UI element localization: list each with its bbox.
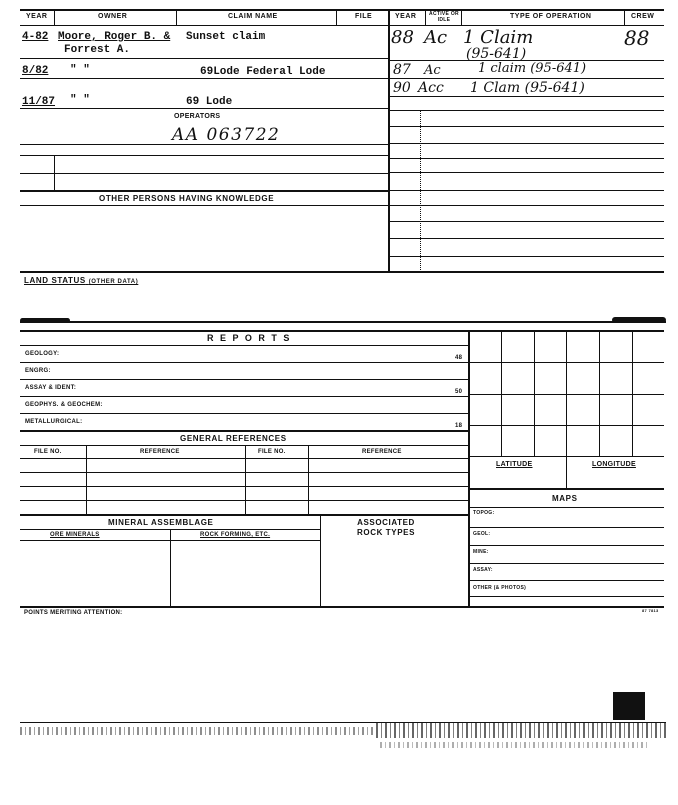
row-line [468, 527, 664, 528]
divider [86, 445, 87, 514]
owner-row-owner: " " [70, 64, 90, 76]
row-line [20, 486, 468, 487]
row-line [20, 173, 388, 174]
report-num: 50 [455, 389, 463, 395]
divider [176, 9, 177, 25]
maps-topog: TOPOG: [473, 510, 495, 516]
section-bottom-line [20, 271, 664, 273]
owner-row-owner: Forrest A. [64, 44, 131, 56]
row-line [20, 345, 468, 346]
row-line [468, 394, 664, 395]
divider [336, 9, 337, 25]
rock-forming-label: ROCK FORMING, ETC. [200, 532, 271, 538]
divider [501, 330, 502, 456]
divider [566, 330, 567, 488]
ref-col-file-no: FILE NO. [34, 449, 62, 455]
divider [420, 110, 421, 270]
divider [632, 330, 633, 456]
owner-row-owner: Moore, Roger B. & [58, 31, 171, 43]
longitude-label: LONGITUDE [592, 461, 636, 468]
maps-title: MAPS [552, 494, 578, 503]
divider [245, 445, 246, 514]
divider [54, 9, 55, 25]
report-geology: GEOLOGY: [25, 351, 60, 357]
divider [425, 9, 426, 25]
row-line [388, 205, 664, 206]
row-line [388, 110, 664, 111]
activity-operation: 1 Clam (95-641) [470, 80, 585, 96]
header-claim-name: CLAIM NAME [228, 13, 278, 20]
report-metallurgical: METALLURGICAL: [25, 419, 83, 425]
row-line [388, 172, 664, 173]
row-line [388, 238, 664, 239]
row-line [388, 221, 664, 222]
points-meriting-attention: POINTS MERITING ATTENTION: [24, 610, 123, 616]
ref-col-reference: REFERENCE [140, 449, 180, 455]
mineral-assemblage-title: MINERAL ASSEMBLAGE [108, 518, 214, 527]
scan-artifact [380, 742, 650, 748]
row-line [468, 580, 664, 581]
row-line [468, 488, 664, 490]
row-line [388, 158, 664, 159]
row-line [20, 379, 468, 380]
row-line [468, 563, 664, 564]
row-line [20, 190, 388, 192]
section-bottom-line [20, 606, 664, 608]
divider [599, 330, 600, 456]
row-line [20, 458, 468, 459]
owner-row-year: 8/82 [22, 65, 49, 77]
divider [468, 330, 470, 606]
divider [308, 445, 309, 514]
row-line [20, 205, 388, 206]
row-line [20, 144, 388, 145]
header-year: YEAR [26, 13, 48, 20]
row-line [20, 500, 468, 501]
header-active-or-idle: ACTIVE OR IDLE [429, 11, 459, 23]
row-line [388, 126, 664, 127]
reports-title: R E P O R T S [207, 333, 292, 343]
activity-status: Ac [424, 63, 441, 78]
reports-top [20, 330, 664, 332]
row-line [388, 190, 664, 191]
operators-label: OPERATORS [174, 113, 221, 120]
activity-year: 87 [393, 62, 411, 78]
report-num: 48 [455, 355, 463, 361]
activity-crew: 88 [624, 26, 650, 50]
maps-other: OTHER (& PHOTOS) [473, 585, 527, 591]
owner-row-claim: Sunset claim [186, 31, 266, 43]
row-line [20, 155, 388, 156]
associated-rock-types: ASSOCIATED ROCK TYPES [357, 518, 416, 537]
row-line [20, 430, 468, 432]
row-line [20, 108, 388, 109]
activity-operation: (95-641) [466, 46, 527, 62]
divider [170, 529, 171, 606]
row-line [20, 321, 666, 323]
activity-status: Acc [418, 80, 444, 96]
row-line [20, 396, 468, 397]
land-status-label: LAND STATUS (OTHER DATA) [24, 276, 139, 285]
ref-col-file-no-2: FILE NO. [258, 449, 286, 455]
activity-operation: 1 claim (95-641) [478, 61, 587, 76]
divider [388, 9, 390, 271]
row-line [468, 362, 664, 363]
row-line [388, 96, 664, 97]
general-references-title: GENERAL REFERENCES [180, 434, 287, 443]
maps-mine: MINE: [473, 549, 489, 555]
row-line [468, 507, 664, 508]
divider [461, 9, 462, 25]
scan-artifact [613, 692, 645, 720]
row-line [20, 78, 388, 79]
header-file: FILE [355, 13, 373, 20]
header-bottom-border [20, 25, 664, 26]
ore-minerals-label: ORE MINERALS [50, 532, 100, 538]
row-line [20, 58, 388, 59]
row-line [20, 362, 468, 363]
row-line [388, 143, 664, 144]
owner-row-year: 11/87 [22, 96, 56, 108]
row-line [20, 514, 468, 516]
scan-artifact [376, 722, 666, 738]
report-engrg: ENGRG: [25, 368, 51, 374]
row-line [20, 472, 468, 473]
row-line [468, 596, 664, 597]
divider [624, 9, 625, 25]
owner-row-claim: 69Lode Federal Lode [200, 66, 326, 78]
header-type-of-operation: TYPE OF OPERATION [510, 13, 592, 20]
activity-operation: 1 Claim [463, 27, 534, 48]
row-line [468, 456, 664, 457]
owner-row-year: 4-82 [22, 31, 49, 43]
owner-row-owner: " " [70, 94, 90, 106]
ref-col-reference-2: REFERENCE [362, 449, 402, 455]
activity-status: Ac [424, 27, 448, 48]
header-crew: CREW [631, 13, 655, 20]
header-year-2: YEAR [395, 13, 417, 20]
row-line [468, 425, 664, 426]
row-line [388, 78, 664, 79]
top-border [20, 9, 664, 11]
latitude-label: LATITUDE [496, 461, 533, 468]
row-line [388, 256, 664, 257]
report-geophys: GEOPHYS. & GEOCHEM: [25, 402, 103, 408]
activity-year: 90 [393, 80, 411, 96]
report-assay: ASSAY & IDENT: [25, 385, 77, 391]
report-num: 18 [455, 423, 463, 429]
row-line [20, 413, 468, 414]
row-line [20, 445, 468, 446]
owner-row-claim: 69 Lode [186, 96, 233, 108]
maps-geol: GEOL: [473, 531, 491, 537]
divider [534, 330, 535, 456]
row-line [468, 545, 664, 546]
divider [320, 514, 321, 606]
maps-assay: ASSAY: [473, 567, 493, 573]
operator-value: AA 063722 [172, 125, 281, 145]
other-persons-label: OTHER PERSONS HAVING KNOWLEDGE [99, 194, 275, 203]
header-owner: OWNER [98, 13, 128, 20]
activity-year: 88 [391, 27, 414, 48]
scan-artifact [20, 727, 376, 735]
row-line [20, 722, 666, 723]
divider [54, 155, 55, 190]
form-number: 87 7813 [642, 608, 659, 613]
